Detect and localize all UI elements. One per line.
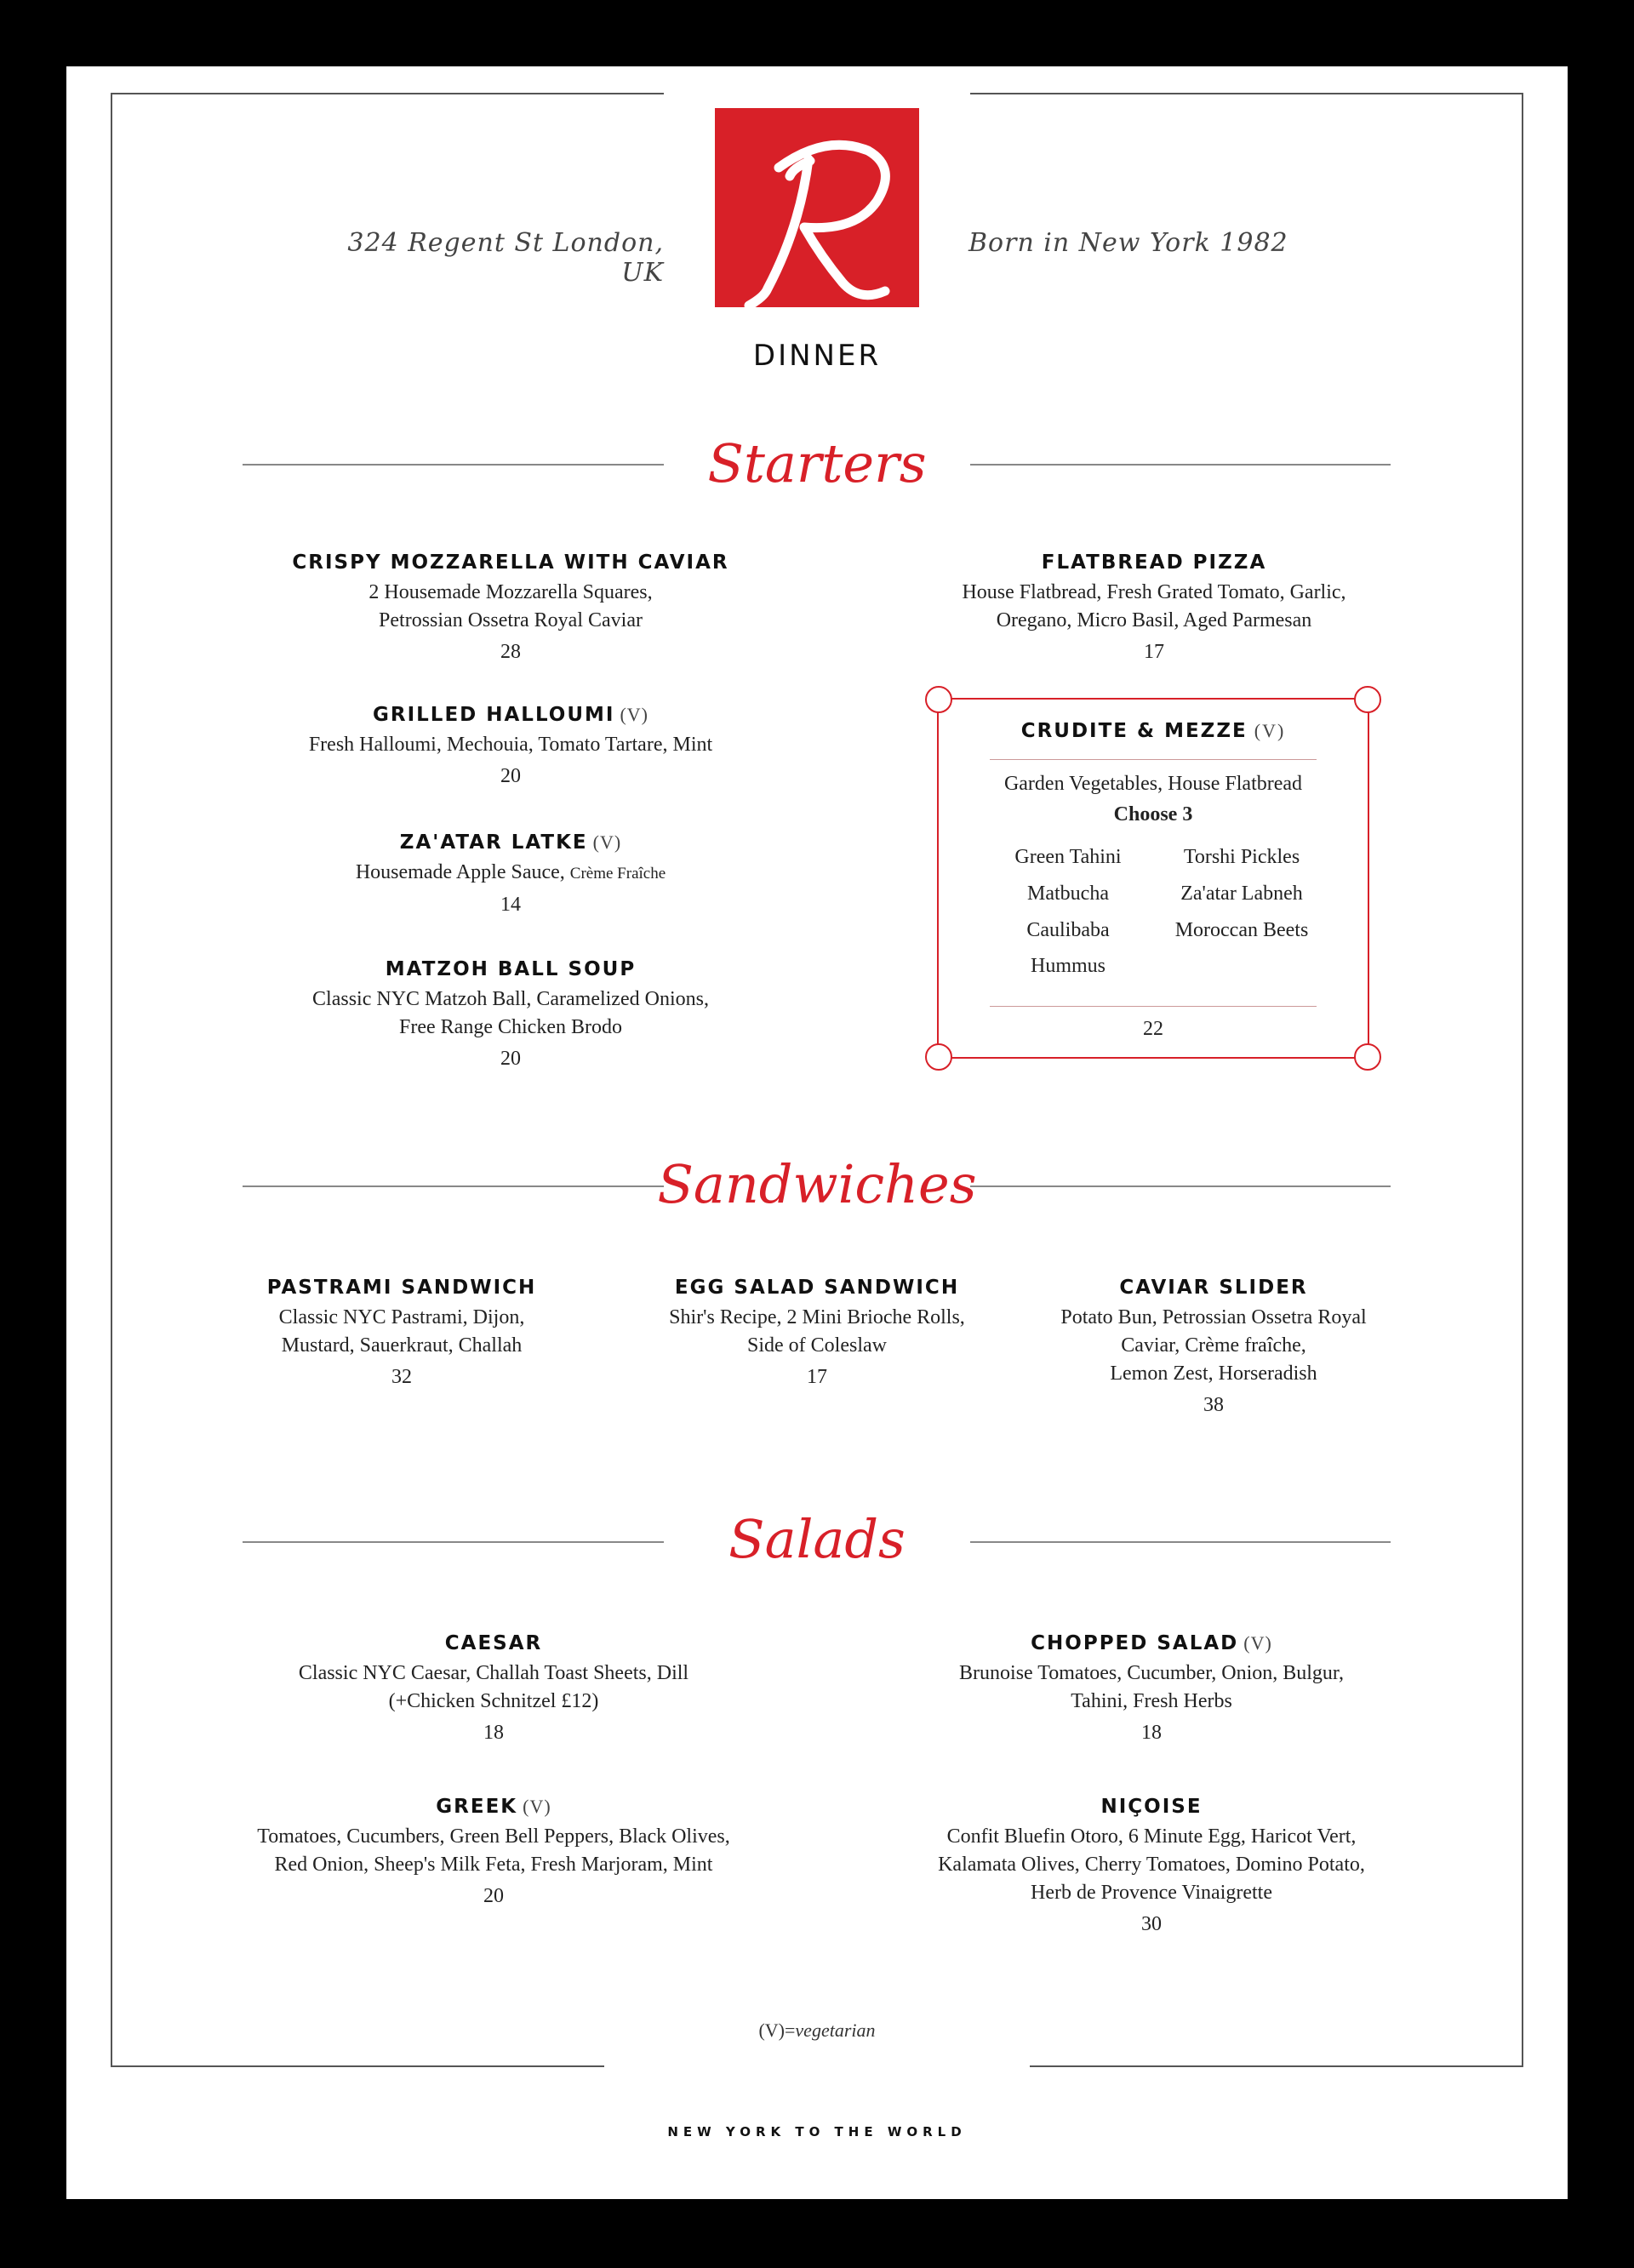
item-description: Kalamata Olives, Cherry Tomatoes, Domino Potato, bbox=[938, 1854, 1365, 1876]
vegetarian-mark: (V) bbox=[1243, 1632, 1272, 1654]
item-description: Shir's Recipe, 2 Mini Brioche Rolls, bbox=[669, 1306, 965, 1328]
vegetarian-key-mark: (V)= bbox=[758, 2019, 796, 2041]
item-pastrami-sandwich bbox=[231, 1273, 572, 1391]
item-name: CRUDITE & MEZZE bbox=[1020, 720, 1248, 742]
item-name: GREEK bbox=[436, 1796, 518, 1818]
item-price: 32 bbox=[391, 1366, 412, 1388]
item-price: 30 bbox=[1141, 1913, 1162, 1935]
item-egg-salad-sandwich bbox=[647, 1273, 987, 1391]
frame-top-gap bbox=[664, 85, 970, 102]
item-description: Confit Bluefin Otoro, 6 Minute Egg, Haricot Vert, bbox=[946, 1825, 1357, 1848]
item-description: Red Onion, Sheep's Milk Feta, Fresh Marjoram, Mint bbox=[274, 1854, 713, 1876]
mezze-option: Caulibaba bbox=[1026, 919, 1110, 941]
item-price: 20 bbox=[483, 1885, 504, 1907]
item-name-row bbox=[238, 1792, 749, 1821]
mezze-option: Hummus bbox=[1030, 955, 1106, 977]
box-corner bbox=[925, 1043, 952, 1071]
item-description: Classic NYC Caesar, Challah Toast Sheets, Dill bbox=[298, 1662, 689, 1684]
item-price: 20 bbox=[500, 765, 521, 787]
item-description: 2 Housemade Mozzarella Squares, bbox=[369, 581, 653, 603]
item-description: Brunoise Tomatoes, Cucumber, Onion, Bulgur, bbox=[959, 1662, 1344, 1684]
item-price: 18 bbox=[483, 1722, 504, 1744]
menu-frame bbox=[111, 93, 1523, 2067]
item-zaatar-latke bbox=[255, 828, 766, 919]
vegetarian-mark: (V) bbox=[1254, 720, 1286, 741]
item-crispy-mozzarella bbox=[255, 548, 766, 666]
choose-label: Choose 3 bbox=[1113, 803, 1193, 826]
item-description: Classic NYC Matzoh Ball, Caramelized Onions, bbox=[312, 988, 709, 1010]
item-description: Herb de Provence Vinaigrette bbox=[1030, 1882, 1272, 1904]
origin-text: Born in New York 1982 bbox=[968, 228, 1288, 258]
item-name-row bbox=[939, 720, 1368, 742]
item-name: EGG SALAD SANDWICH bbox=[674, 1277, 960, 1299]
item-chopped-salad bbox=[896, 1629, 1407, 1747]
item-caviar-slider bbox=[1043, 1273, 1384, 1420]
mezze-option: Torshi Pickles bbox=[1183, 846, 1300, 868]
item-name: CRISPY MOZZARELLA WITH CAVIAR bbox=[292, 551, 729, 574]
item-price: 17 bbox=[1144, 641, 1164, 663]
item-description-small: Crème Fraîche bbox=[569, 865, 666, 883]
item-description: Tahini, Fresh Herbs bbox=[1071, 1690, 1232, 1712]
mezze-option: Za'atar Labneh bbox=[1180, 883, 1303, 905]
mezze-option: Matbucha bbox=[1027, 883, 1109, 905]
item-name: NIÇOISE bbox=[1100, 1796, 1203, 1818]
box-divider bbox=[990, 1006, 1317, 1007]
item-flatbread-pizza bbox=[899, 548, 1409, 666]
box-corner bbox=[1354, 686, 1381, 713]
vegetarian-key-word: vegetarian bbox=[795, 2019, 876, 2041]
item-name-row bbox=[255, 700, 766, 729]
item-description: Classic NYC Pastrami, Dijon, bbox=[278, 1306, 525, 1328]
box-divider bbox=[990, 759, 1317, 760]
item-description: Potato Bun, Petrossian Ossetra Royal bbox=[1060, 1306, 1367, 1328]
item-greek bbox=[238, 1792, 749, 1911]
item-price: 17 bbox=[807, 1366, 827, 1388]
menu-title: DINNER bbox=[752, 339, 882, 373]
item-nicoise bbox=[896, 1792, 1407, 1939]
crudite-mezze-box bbox=[937, 698, 1369, 1059]
item-name: PASTRAMI SANDWICH bbox=[266, 1277, 537, 1299]
item-price: 28 bbox=[500, 641, 521, 663]
vegetarian-key bbox=[0, 2019, 1634, 2042]
item-description: (+Chicken Schnitzel £12) bbox=[388, 1690, 599, 1712]
item-description: Housemade Apple Sauce, bbox=[355, 861, 565, 883]
mezze-option: Green Tahini bbox=[1014, 846, 1122, 868]
item-price: 18 bbox=[1141, 1722, 1162, 1744]
logo-r-mark bbox=[715, 108, 919, 307]
item-name-row bbox=[896, 1629, 1407, 1658]
item-description: Side of Coleslaw bbox=[747, 1334, 887, 1357]
item-description: Petrossian Ossetra Royal Caviar bbox=[379, 609, 643, 631]
item-description: Fresh Halloumi, Mechouia, Tomato Tartare, Mint bbox=[308, 734, 713, 756]
item-description: Caviar, Crème fraîche, bbox=[1121, 1334, 1306, 1357]
item-grilled-halloumi bbox=[255, 700, 766, 791]
vegetarian-mark: (V) bbox=[523, 1796, 551, 1817]
item-caesar bbox=[238, 1629, 749, 1747]
mezze-option: Moroccan Beets bbox=[1174, 919, 1309, 941]
frame-bottom-gap bbox=[604, 2059, 1030, 2077]
item-description: Lemon Zest, Horseradish bbox=[1110, 1363, 1317, 1385]
item-name: GRILLED HALLOUMI bbox=[372, 704, 615, 726]
sandwiches-heading: Sandwiches bbox=[657, 1153, 977, 1215]
item-name: FLATBREAD PIZZA bbox=[1041, 551, 1267, 574]
item-name: MATZOH BALL SOUP bbox=[385, 958, 637, 980]
vegetarian-mark: (V) bbox=[592, 831, 622, 853]
item-price: 22 bbox=[1143, 1018, 1163, 1040]
item-price: 20 bbox=[500, 1048, 521, 1070]
item-name: ZA'ATAR LATKE bbox=[399, 831, 588, 854]
salads-heading: Salads bbox=[728, 1508, 906, 1570]
vegetarian-mark: (V) bbox=[620, 704, 649, 725]
item-price: 38 bbox=[1203, 1394, 1224, 1416]
item-name: CHOPPED SALAD bbox=[1031, 1632, 1239, 1654]
address-text: 324 Regent St London, UK bbox=[347, 228, 664, 288]
tagline: NEW YORK TO THE WORLD bbox=[667, 2124, 967, 2139]
box-corner bbox=[925, 686, 952, 713]
starters-heading: Starters bbox=[707, 432, 927, 494]
item-description: Mustard, Sauerkraut, Challah bbox=[281, 1334, 523, 1357]
item-description: Tomatoes, Cucumbers, Green Bell Peppers, Black Olives, bbox=[257, 1825, 730, 1848]
item-matzoh-ball-soup bbox=[255, 955, 766, 1073]
item-description: House Flatbread, Fresh Grated Tomato, Garlic, bbox=[962, 581, 1346, 603]
item-name: CAVIAR SLIDER bbox=[1119, 1277, 1308, 1299]
item-name-row bbox=[255, 828, 766, 857]
item-description-row bbox=[255, 859, 766, 888]
item-description: Free Range Chicken Brodo bbox=[399, 1016, 622, 1038]
item-name: CAESAR bbox=[444, 1632, 543, 1654]
item-description: Oregano, Micro Basil, Aged Parmesan bbox=[996, 609, 1312, 631]
logo bbox=[715, 108, 919, 307]
item-price: 14 bbox=[500, 894, 521, 916]
item-description: Garden Vegetables, House Flatbread bbox=[1003, 773, 1303, 795]
box-corner bbox=[1354, 1043, 1381, 1071]
